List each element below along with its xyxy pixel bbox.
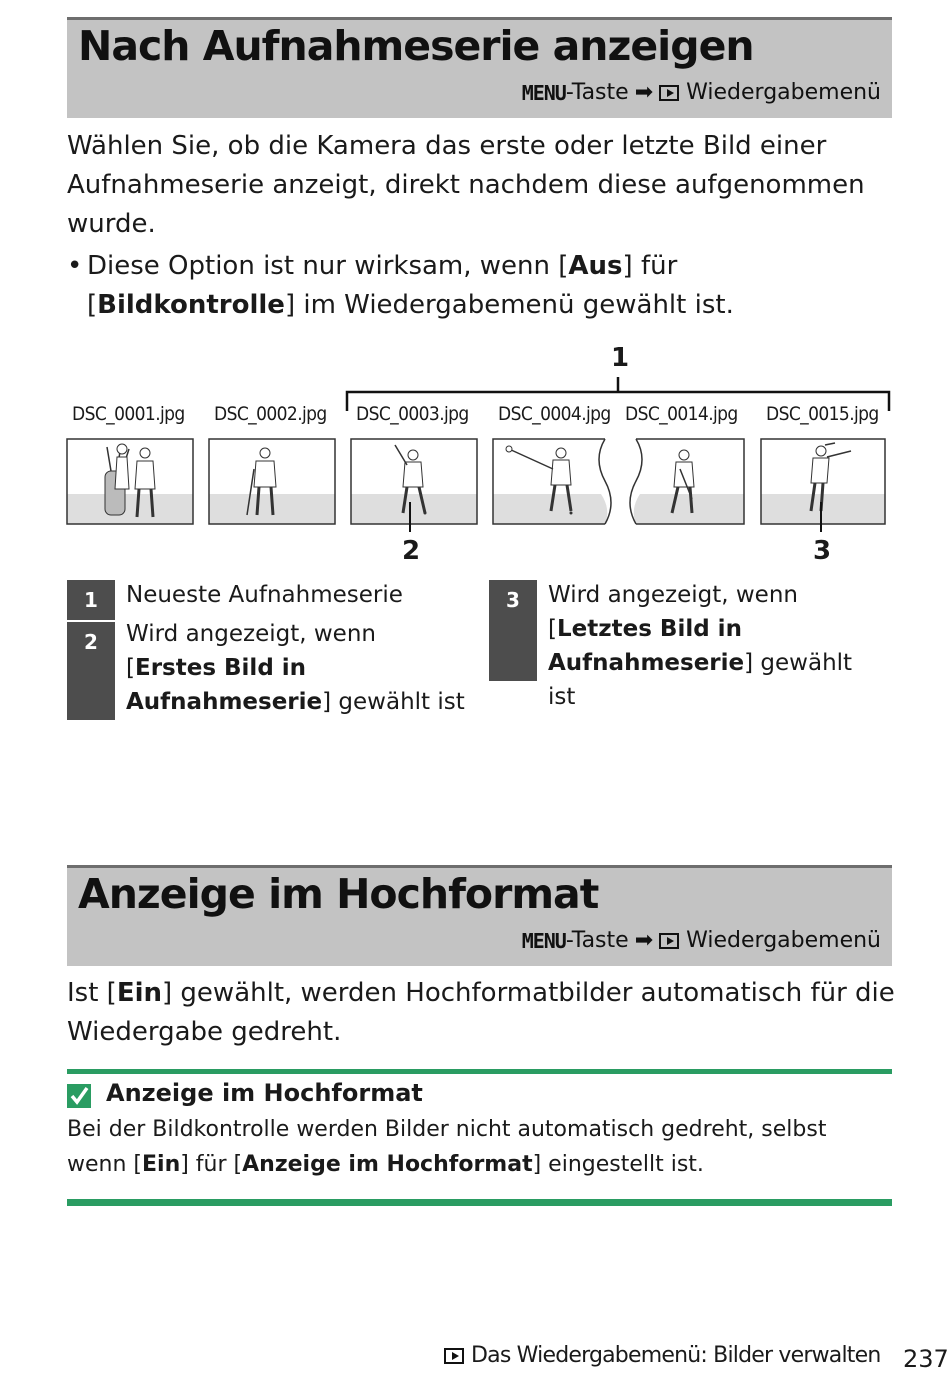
legend-item: Wird angezeigt, wenn [Erstes Bild in Aufnahmeserie] gewählt ist [126,621,465,715]
file-name: DSC_0001.jpg [72,403,185,425]
page-number: 237 [903,1345,949,1373]
note-text: Bei der Bildkontrolle werden Bilder nicht automatisch gedreht, selbst wenn [Ein] für [Anzeige im Hochformat] eingestellt ist. [67,1117,827,1177]
file-name: DSC_0002.jpg [214,403,327,425]
callout-2: 2 [402,536,421,566]
footer [444,1343,881,1368]
menu-target: Wiedergabemenü [686,80,881,105]
legend-item: Neueste Aufnahmeserie [126,582,403,608]
thumbnail-6 [761,439,885,524]
taste-label: -Taste [565,928,629,953]
file-name: DSC_0004.jpg [498,403,611,425]
bullet-icon: • [67,251,83,281]
note-title: Anzeige im Hochformat [106,1079,423,1107]
section-header [67,865,892,966]
thumbnail-5 [630,439,744,524]
arrow-right-icon: ➡ [634,80,654,105]
legend-item: Wird angezeigt, wenn [Letztes Bild in Aufnahmeserie] gewählt ist [548,582,853,710]
arrow-right-icon: ➡ [634,928,654,953]
callout-1: 1 [611,343,630,373]
file-name: DSC_0014.jpg [625,403,738,425]
section-header [67,17,892,118]
checkmark-icon [67,1084,91,1108]
menu-label: MENU [521,80,566,105]
menu-path [522,80,881,105]
note-bottom-rule [67,1199,892,1206]
legend-number: 1 [67,580,115,620]
legend-number: 3 [489,580,537,681]
file-name: DSC_0015.jpg [766,403,879,425]
note-top-rule [67,1069,892,1074]
playback-icon [659,933,679,949]
menu-target: Wiedergabemenü [686,928,881,953]
intro-paragraph: Wählen Sie, ob die Kamera das erste oder letzte Bild einer Aufnahmeserie anzeigt, direkt nachdem diese aufgenommen wurde. [67,131,865,239]
menu-label: MENU [521,928,566,953]
playback-icon [659,85,679,101]
bullet-note: • Diese Option ist nur wirksam, wenn [Aus] für [Bildkontrolle] im Wiedergabemenü gewählt ist. [67,247,887,325]
footer-chapter: Das Wiedergabemenü: Bilder verwalten [471,1343,881,1368]
thumbnail-4 [493,439,611,524]
thumbnail-strip [60,432,900,532]
section-title: Anzeige im Hochformat [78,870,599,918]
callout-3: 3 [813,536,832,566]
section-title: Nach Aufnahmeserie anzeigen [78,22,754,70]
playback-icon [444,1348,464,1364]
menu-path [522,928,881,953]
file-name: DSC_0003.jpg [356,403,469,425]
thumbnail-1 [67,439,193,524]
legend-number: 2 [67,622,115,720]
intro-paragraph: Ist [Ein] gewählt, werden Hochformatbilder automatisch für die Wiedergabe gedreht. [67,978,895,1047]
thumbnail-2 [209,439,335,524]
thumbnail-3 [351,439,477,524]
taste-label: -Taste [565,80,629,105]
